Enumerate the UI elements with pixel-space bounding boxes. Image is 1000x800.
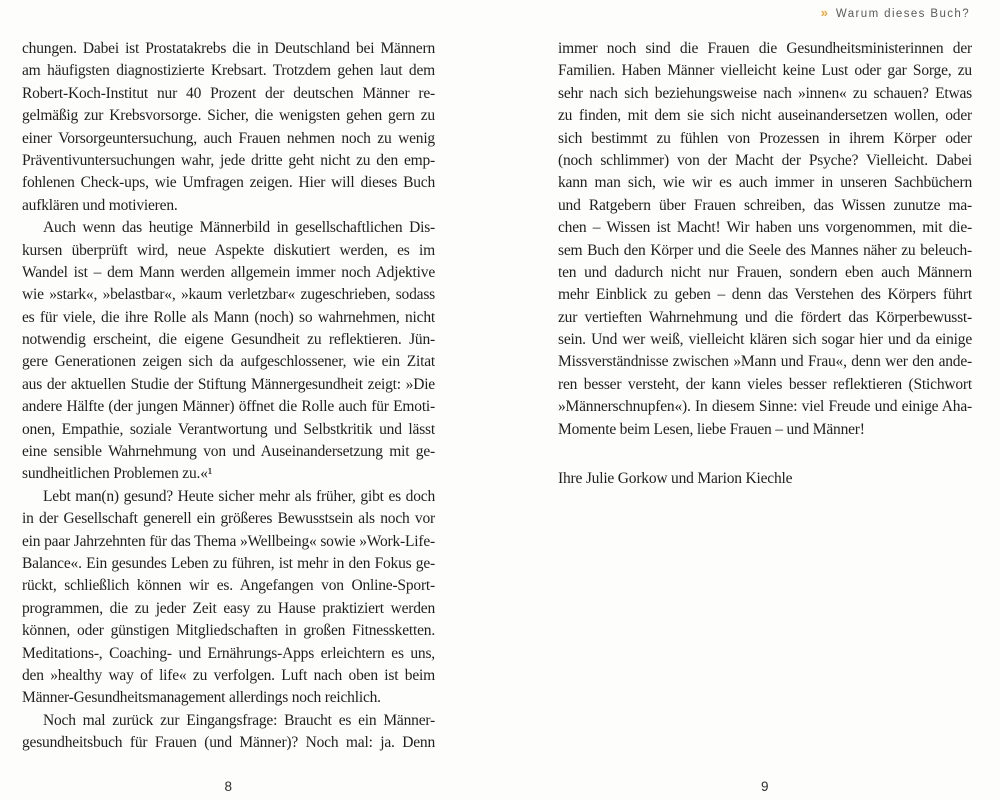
text-line: gesundheitsbuch für Frauen (und Männer)? Noch mal: ja. Denn — [22, 734, 435, 752]
text-line: (noch schlimmer) von der Macht der Psyche? Vielleicht. Dabei — [558, 151, 972, 169]
text-line: zu finden, mit dem sie sich nicht auseinandersetzen wollen, oder — [558, 107, 972, 125]
text-line: kursen überprüft wird, neue Aspekte diskutiert werden, es im — [22, 241, 435, 259]
page-right — [558, 38, 972, 798]
text-line: Familien. Haben Männer vielleicht keine Lust oder gar Sorge, zu — [558, 62, 972, 80]
running-header-title: Warum dieses Buch? — [835, 8, 970, 20]
paragraph — [558, 38, 972, 441]
text-line: ten und dadurch nicht nur Frauen, sondern eben auch Männern — [558, 263, 972, 281]
text-line: notwendig erscheint, die eigene Gesundheit zu reflektieren. Jün- — [22, 331, 435, 349]
text-line: einer Vorsorgeuntersuchung, auch Frauen nehmen noch zu wenig — [22, 129, 435, 147]
text-line: Lebt man(n) gesund? Heute sicher mehr als früher, gibt es doch — [43, 487, 435, 505]
text-line: Robert-Koch-Institut nur 40 Prozent der deutschen Männer re- — [22, 84, 435, 102]
paragraph — [22, 710, 435, 755]
text-line: andere Hälfte (der jungen Männer) öffnet die Rolle auch für Emoti- — [22, 398, 435, 416]
page-number-left: 8 — [224, 779, 233, 794]
text-line: fohlenen Check-ups, wie Umfragen zeigen. Hier will dieses Buch — [22, 174, 435, 192]
text-line: Meditations-, Coaching- und Ernährungs-Apps erleichtern es uns, — [22, 644, 435, 662]
page-left — [22, 38, 435, 798]
text-line: programmen, die zu jeder Zeit easy zu Hause praktiziert werden — [22, 599, 435, 617]
text-line: Noch mal zurück zur Eingangsfrage: Braucht es ein Männer- — [43, 711, 435, 729]
text-line: gelmäßig zur Krebsvorsorge. Sicher, die wenigsten gehen gern zu — [22, 107, 435, 125]
text-line: »Männerschnupfen«). In diesem Sinne: viel Freude und einige Aha- — [558, 398, 972, 416]
page-number-right: 9 — [760, 779, 769, 794]
text-line: chungen. Dabei ist Prostatakrebs die in Deutschland bei Männern — [22, 40, 435, 57]
text-line: wie »stark«, »belastbar«, »kaum verletzbar« zugeschrieben, sodass — [22, 286, 435, 304]
text-line: zur vertieften Wahrnehmung und die fördert das Körperbewusst- — [558, 308, 972, 326]
text-line: sein. Und wer weiß, vielleicht klären sich sogar hier und da einige — [558, 331, 972, 349]
text-line: in der Gesellschaft generell ein größeres Bewusstsein als noch vor — [22, 510, 435, 528]
text-line: chen – Wissen ist Macht! Wir haben uns vorgenommen, mit die- — [558, 219, 972, 237]
text-line: sem Buch den Körper und die Seele des Mannes näher zu beleuch- — [558, 241, 972, 259]
text-line: eine sensible Wahrnehmung von und Auseinandersetzung mit ge- — [22, 443, 435, 461]
chapter-marker-icon: » — [820, 5, 828, 20]
text-line: Präventivuntersuchungen wahr, jede dritte geht nicht zu den emp- — [22, 151, 435, 169]
paragraph — [22, 486, 435, 710]
text-line: Ihre Julie Gorkow und Marion Kiechle — [558, 470, 793, 488]
text-line: gere Generationen zeigen sich da aufgeschlossener, wie ein Zitat — [22, 353, 435, 371]
text-line: rückt, schließlich können wir es. Angefangen von Online-Sport- — [22, 577, 435, 595]
text-line: mehr Einblick zu geben – denn das Verstehen des Körpers führt — [558, 286, 972, 304]
text-line: onen, Empathie, soziale Verantwortung und Selbstkritik und lässt — [22, 420, 435, 438]
paragraph — [22, 217, 435, 486]
text-line: den »healthy way of life« zu verfolgen. Luft nach oben ist beim — [22, 666, 435, 684]
running-header — [821, 5, 970, 22]
text-line: Balance«. Ein gesundes Leben zu führen, ist mehr in den Fokus ge- — [22, 554, 435, 572]
text-line: aus der aktuellen Studie der Stiftung Männergesundheit zeigt: »Die — [22, 375, 435, 393]
text-line: aufklären und motivieren. — [22, 196, 178, 214]
text-line: sich bestimmt zu fühlen von Prozessen in ihrem Körper oder — [558, 129, 972, 147]
text-line: Wandel ist – dem Mann werden allgemein immer noch Adjektive — [22, 263, 435, 281]
text-line: am häufigsten diagnostizierte Krebsart. Trotzdem gehen laut dem — [22, 62, 435, 80]
text-line: und Ratgebern über Frauen schreiben, das Wissen zunutze ma- — [558, 196, 972, 214]
text-line: immer noch sind die Frauen die Gesundheitsministerinnen der — [558, 40, 972, 57]
page-right-text — [558, 38, 972, 490]
text-line: es für viele, die ihre Rolle als Mann (noch) so wahrnehmen, nicht — [22, 308, 435, 326]
text-line: ein paar Jahrzehnten für das Thema »Wellbeing« sowie »Work-Life- — [22, 532, 435, 550]
text-line: Momente beim Lesen, liebe Frauen – und Männer! — [558, 420, 865, 438]
text-line: können, oder günstigen Mitgliedschaften in großen Fitnessketten. — [22, 622, 435, 640]
text-line: Auch wenn das heutige Männerbild in gesellschaftlichen Dis- — [43, 219, 435, 237]
text-line: sundheitlichen Problemen zu.«¹ — [22, 465, 213, 483]
paragraph — [22, 38, 435, 217]
text-line: kann man sich, wie wir es auch immer in unseren Sachbüchern — [558, 174, 972, 192]
text-line: Missverständnisse zwischen »Mann und Frau«, denn wer den ande- — [558, 353, 972, 371]
text-line: sehr nach sich beziehungsweise nach »innen« zu schauen? Etwas — [558, 84, 972, 102]
text-line: Männer-Gesundheitsmanagement allerdings noch reichlich. — [22, 689, 381, 707]
text-line: ren besser versteht, der kann vieles besser reflektieren (Stichwort — [558, 375, 972, 393]
paragraph — [558, 468, 972, 490]
page-left-text — [22, 38, 435, 755]
